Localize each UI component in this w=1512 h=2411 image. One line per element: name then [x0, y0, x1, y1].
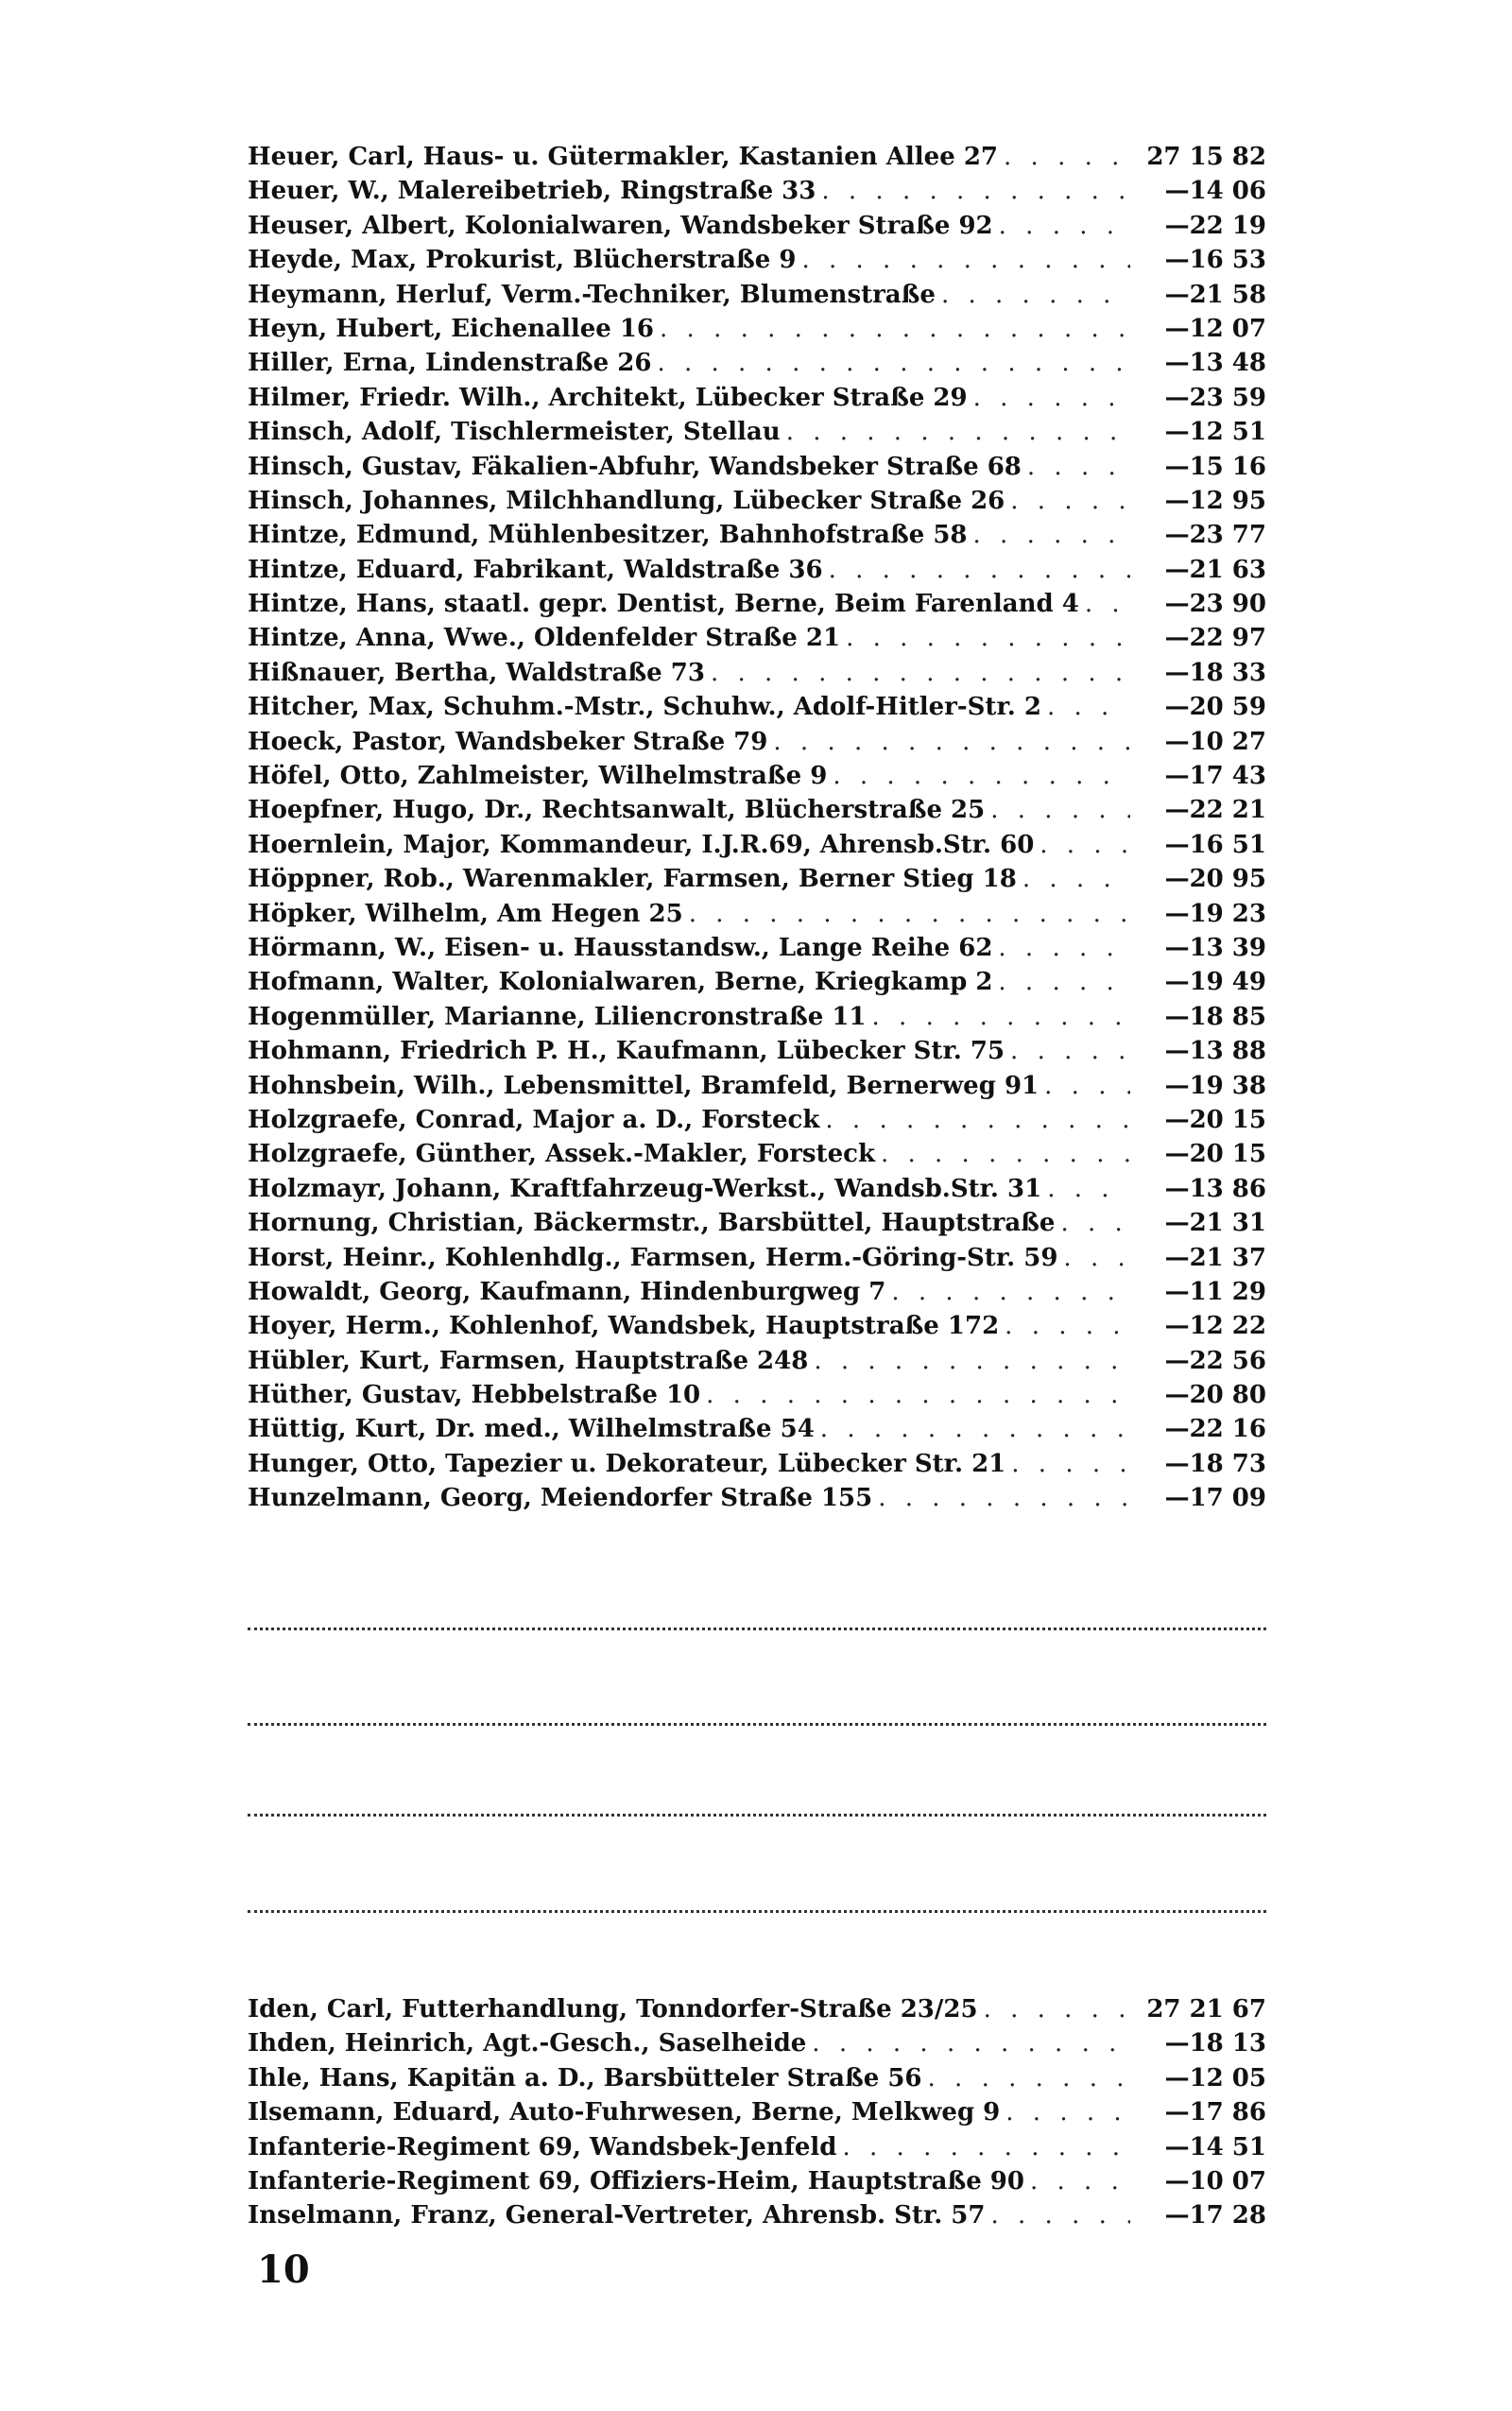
- phone-number: —17 86: [1164, 2098, 1266, 2127]
- dot-leader: [878, 1481, 1130, 1515]
- phone-number: —20 80: [1164, 1381, 1266, 1410]
- directory-entry: [248, 2198, 1266, 2232]
- entry-text: Heuer, Carl, Haus- u. Gütermakler, Kastanien Allee 27: [248, 143, 999, 171]
- phone-number: —22 19: [1164, 211, 1266, 240]
- entry-text: Hoepfner, Hugo, Dr., Rechtsanwalt, Blücherstraße 25: [248, 796, 986, 825]
- directory-entry: [248, 1378, 1266, 1412]
- dot-leader: [998, 965, 1130, 999]
- entry-text: Hintze, Edmund, Mühlenbesitzer, Bahnhofstraße 58: [248, 521, 968, 550]
- phone-number: —18 73: [1164, 1449, 1266, 1478]
- dot-leader: [657, 346, 1130, 380]
- dot-leader: [1011, 1447, 1130, 1481]
- directory-entry: [248, 278, 1266, 312]
- directory-block-i: [248, 1992, 1266, 2233]
- phone-number: —20 15: [1164, 1140, 1266, 1169]
- dot-leader: [881, 1137, 1130, 1171]
- dot-leader: [1085, 587, 1130, 621]
- phone-number: —23 77: [1164, 521, 1266, 550]
- entry-text: Hogenmüller, Marianne, Liliencronstraße 11: [248, 1002, 867, 1031]
- phone-number: 27 15 82: [1146, 143, 1266, 171]
- entry-text: Hüther, Gustav, Hebbelstraße 10: [248, 1381, 701, 1410]
- phone-number: —13 88: [1164, 1037, 1266, 1066]
- directory-entry: [248, 1206, 1266, 1240]
- entry-text: Hohnsbein, Wilh., Lebensmittel, Bramfeld, Bernerweg 91: [248, 1071, 1040, 1100]
- phone-number: —16 53: [1164, 246, 1266, 275]
- phone-number: —18 33: [1164, 658, 1266, 687]
- phone-number: —16 51: [1164, 830, 1266, 859]
- phone-number: —12 51: [1164, 418, 1266, 447]
- entry-text: Horst, Heinr., Kohlenhdlg., Farmsen, Herm.-Göring-Str. 59: [248, 1243, 1058, 1272]
- entry-text: Hofmann, Walter, Kolonialwaren, Berne, Kriegkamp 2: [248, 968, 993, 997]
- entry-text: Hintze, Eduard, Fabrikant, Waldstraße 36: [248, 555, 823, 584]
- entry-text: Ihle, Hans, Kapitän a. D., Barsbütteler Straße 56: [248, 2063, 922, 2092]
- entry-text: Ihden, Heinrich, Agt.-Gesch., Saselheide: [248, 2029, 807, 2058]
- dot-leader: [1040, 828, 1130, 862]
- directory-entry: [248, 1034, 1266, 1068]
- directory-entry: [248, 828, 1266, 862]
- dot-leader: [1044, 1069, 1130, 1103]
- entry-text: Hintze, Hans, staatl. gepr. Dentist, Berne, Beim Farenland 4: [248, 590, 1079, 619]
- dot-leader: [1022, 862, 1130, 896]
- dot-leader: [973, 381, 1130, 415]
- phone-number: —19 23: [1164, 899, 1266, 928]
- phone-number: —21 37: [1164, 1243, 1266, 1272]
- dot-leader: [973, 518, 1130, 552]
- phone-number: —22 21: [1164, 796, 1266, 825]
- directory-entry: [248, 1412, 1266, 1446]
- phone-number: —22 97: [1164, 624, 1266, 653]
- directory-entry: [248, 690, 1266, 724]
- dot-leader: [1005, 1309, 1130, 1343]
- entry-text: Hintze, Anna, Wwe., Oldenfelder Straße 21: [248, 624, 841, 653]
- directory-entry: [248, 450, 1266, 484]
- entry-text: Hoernlein, Major, Kommandeur, I.J.R.69, Ahrensb.Str. 60: [248, 830, 1035, 859]
- dot-leader: [814, 1344, 1130, 1378]
- phone-number: —21 58: [1164, 280, 1266, 309]
- dot-leader: [660, 312, 1130, 346]
- entry-text: Hunzelmann, Georg, Meiendorfer Straße 155: [248, 1484, 873, 1513]
- directory-entry: [248, 1069, 1266, 1103]
- phone-number: —12 07: [1164, 314, 1266, 343]
- dot-leader: [825, 1103, 1130, 1137]
- directory-entry: [248, 1447, 1266, 1481]
- dot-leader: [1005, 2095, 1130, 2129]
- dot-leader: [1004, 140, 1130, 174]
- directory-entry: [248, 518, 1266, 552]
- dot-leader: [1030, 2164, 1130, 2198]
- blank-entry-line: [248, 1814, 1266, 1817]
- entry-text: Holzgraefe, Günther, Assek.-Makler, Forsteck: [248, 1140, 875, 1169]
- entry-text: Heyn, Hubert, Eichenallee 16: [248, 314, 655, 343]
- dot-leader: [846, 621, 1130, 655]
- phone-number: —10 07: [1164, 2166, 1266, 2196]
- directory-entry: [248, 312, 1266, 346]
- entry-text: Holzmayr, Johann, Kraftfahrzeug-Werkst., Wandsb.Str. 31: [248, 1174, 1042, 1203]
- entry-text: Heuer, W., Malereibetrieb, Ringstraße 33: [248, 177, 816, 206]
- dot-leader: [872, 1000, 1130, 1034]
- entry-text: Hoyer, Herm., Kohlenhof, Wandsbek, Hauptstraße 172: [248, 1312, 1000, 1341]
- phone-number: —23 59: [1164, 383, 1266, 412]
- dot-leader: [821, 174, 1130, 208]
- phone-number: —20 15: [1164, 1105, 1266, 1134]
- dot-leader: [1047, 1172, 1130, 1206]
- phone-number: —22 56: [1164, 1346, 1266, 1375]
- entry-text: Hornung, Christian, Bäckermstr., Barsbüttel, Hauptstraße: [248, 1209, 1056, 1238]
- directory-entry: [248, 2026, 1266, 2060]
- entry-text: Hübler, Kurt, Farmsen, Hauptstraße 248: [248, 1346, 809, 1375]
- directory-entry: [248, 553, 1266, 587]
- dot-leader: [1027, 450, 1130, 484]
- phone-number: —15 16: [1164, 452, 1266, 481]
- entry-text: Hörmann, W., Eisen- u. Hausstandsw., Lange Reihe 62: [248, 933, 993, 962]
- dot-leader: [1060, 1206, 1130, 1240]
- entry-text: Hitcher, Max, Schuhm.-Mstr., Schuhw., Adolf-Hitler-Str. 2: [248, 693, 1041, 722]
- entry-text: Hinsch, Gustav, Fäkalien-Abfuhr, Wandsbeker Straße 68: [248, 452, 1022, 481]
- directory-entry: [248, 140, 1266, 174]
- page-number: 10: [257, 2247, 310, 2292]
- directory-entry: [248, 1103, 1266, 1137]
- directory-entry: [248, 725, 1266, 759]
- phone-number: —11 29: [1164, 1277, 1266, 1306]
- directory-entry: [248, 209, 1266, 243]
- phone-number: —18 13: [1164, 2029, 1266, 2058]
- phone-number: —17 43: [1164, 762, 1266, 791]
- entry-text: Höppner, Rob., Warenmakler, Farmsen, Berner Stieg 18: [248, 865, 1017, 894]
- dot-leader: [801, 243, 1130, 277]
- directory-entry: [248, 793, 1266, 827]
- directory-entry: [248, 484, 1266, 518]
- directory-entry: [248, 1992, 1266, 2026]
- directory-entry: [248, 2061, 1266, 2095]
- entry-text: Howaldt, Georg, Kaufmann, Hindenburgweg 7: [248, 1277, 886, 1306]
- directory-entry: [248, 1481, 1266, 1515]
- dot-leader: [711, 656, 1130, 690]
- directory-entry: [248, 1344, 1266, 1378]
- entry-text: Infanterie-Regiment 69, Offiziers-Heim, Hauptstraße 90: [248, 2166, 1024, 2196]
- entry-text: Hißnauer, Bertha, Waldstraße 73: [248, 658, 705, 687]
- directory-entry: [248, 965, 1266, 999]
- directory-entry: [248, 587, 1266, 621]
- entry-text: Hunger, Otto, Tapezier u. Dekorateur, Lübecker Str. 21: [248, 1449, 1006, 1478]
- phone-number: 27 21 67: [1146, 1995, 1266, 2024]
- dot-leader: [1010, 1034, 1130, 1068]
- directory-entry: [248, 2095, 1266, 2129]
- dot-leader: [773, 725, 1130, 759]
- blank-entry-line: [248, 1723, 1266, 1726]
- directory-entry: [248, 1000, 1266, 1034]
- dot-leader: [984, 1992, 1130, 2026]
- phone-number: —20 95: [1164, 865, 1266, 894]
- directory-entry: [248, 415, 1266, 449]
- directory-entry: [248, 656, 1266, 690]
- dot-leader: [990, 2198, 1130, 2232]
- dot-leader: [833, 759, 1130, 793]
- dot-leader: [1047, 690, 1130, 724]
- entry-text: Höfel, Otto, Zahlmeister, Wilhelmstraße 9: [248, 762, 828, 791]
- directory-entry: [248, 621, 1266, 655]
- entry-text: Hilmer, Friedr. Wilh., Architekt, Lübecker Straße 29: [248, 383, 968, 412]
- phone-number: —12 95: [1164, 486, 1266, 515]
- phone-number: —21 31: [1164, 1209, 1266, 1238]
- entry-text: Hüttig, Kurt, Dr. med., Wilhelmstraße 54: [248, 1415, 815, 1444]
- phone-number: —17 09: [1164, 1484, 1266, 1513]
- directory-entry: [248, 381, 1266, 415]
- directory-entry: [248, 1309, 1266, 1343]
- phone-number: —20 59: [1164, 693, 1266, 722]
- entry-text: Heyde, Max, Prokurist, Blücherstraße 9: [248, 246, 797, 275]
- dot-leader: [706, 1378, 1130, 1412]
- directory-entry: [248, 1241, 1266, 1275]
- dot-leader: [689, 897, 1130, 931]
- phone-number: —12 22: [1164, 1312, 1266, 1341]
- directory-entry: [248, 931, 1266, 965]
- directory-entry: [248, 174, 1266, 208]
- phone-number: —21 63: [1164, 555, 1266, 584]
- entry-text: Hinsch, Adolf, Tischlermeister, Stellau: [248, 418, 781, 447]
- entry-text: Hohmann, Friedrich P. H., Kaufmann, Lübecker Str. 75: [248, 1037, 1005, 1066]
- directory-entry: [248, 897, 1266, 931]
- directory-entry: [248, 1172, 1266, 1206]
- dot-leader: [820, 1412, 1130, 1446]
- entry-text: Hinsch, Johannes, Milchhandlung, Lübecker Straße 26: [248, 486, 1005, 515]
- dot-leader: [812, 2026, 1130, 2060]
- phone-number: —12 05: [1164, 2063, 1266, 2092]
- phone-number: —17 28: [1164, 2201, 1266, 2230]
- phone-number: —18 85: [1164, 1002, 1266, 1031]
- directory-entry: [248, 862, 1266, 896]
- dot-leader: [999, 209, 1130, 243]
- entry-text: Hiller, Erna, Lindenstraße 26: [248, 349, 652, 378]
- directory-entry: [248, 346, 1266, 380]
- dot-leader: [998, 931, 1130, 965]
- phone-number: —13 39: [1164, 933, 1266, 962]
- phone-number: —10 27: [1164, 727, 1266, 756]
- dot-leader: [941, 278, 1130, 312]
- dot-leader: [1010, 484, 1130, 518]
- entry-text: Heuser, Albert, Kolonialwaren, Wandsbeker Straße 92: [248, 211, 993, 240]
- entry-text: Hoeck, Pastor, Wandsbeker Straße 79: [248, 727, 768, 756]
- blank-entry-line: [248, 1627, 1266, 1630]
- entry-text: Iden, Carl, Futterhandlung, Tonndorfer-Straße 23/25: [248, 1995, 978, 2024]
- entry-text: Holzgraefe, Conrad, Major a. D., Forsteck: [248, 1105, 820, 1134]
- phone-number: —19 49: [1164, 968, 1266, 997]
- directory-entry: [248, 1275, 1266, 1309]
- directory-entry: [248, 2130, 1266, 2164]
- entry-text: Infanterie-Regiment 69, Wandsbek-Jenfeld: [248, 2132, 837, 2161]
- directory-entry: [248, 1137, 1266, 1171]
- phone-number: —19 38: [1164, 1071, 1266, 1100]
- entry-text: Inselmann, Franz, General-Vertreter, Ahrensb. Str. 57: [248, 2201, 986, 2230]
- directory-block-h: [248, 140, 1266, 1516]
- directory-entry: [248, 2164, 1266, 2198]
- entry-text: Heymann, Herluf, Verm.-Techniker, Blumenstraße: [248, 280, 936, 309]
- dot-leader: [786, 415, 1130, 449]
- dot-leader: [829, 553, 1130, 587]
- directory-entry: [248, 759, 1266, 793]
- phone-number: —13 48: [1164, 349, 1266, 378]
- phone-number: —23 90: [1164, 590, 1266, 619]
- entry-text: Höpker, Wilhelm, Am Hegen 25: [248, 899, 683, 928]
- blank-entry-line: [248, 1910, 1266, 1913]
- entry-text: Ilsemann, Eduard, Auto-Fuhrwesen, Berne, Melkweg 9: [248, 2098, 1001, 2127]
- directory-entry: [248, 243, 1266, 277]
- dot-leader: [891, 1275, 1130, 1309]
- phone-number: —14 51: [1164, 2132, 1266, 2161]
- phone-number: —14 06: [1164, 177, 1266, 206]
- phone-number: —13 86: [1164, 1174, 1266, 1203]
- phone-number: —22 16: [1164, 1415, 1266, 1444]
- dot-leader: [928, 2061, 1130, 2095]
- dot-leader: [990, 793, 1130, 827]
- dot-leader: [842, 2130, 1130, 2164]
- dot-leader: [1063, 1241, 1130, 1275]
